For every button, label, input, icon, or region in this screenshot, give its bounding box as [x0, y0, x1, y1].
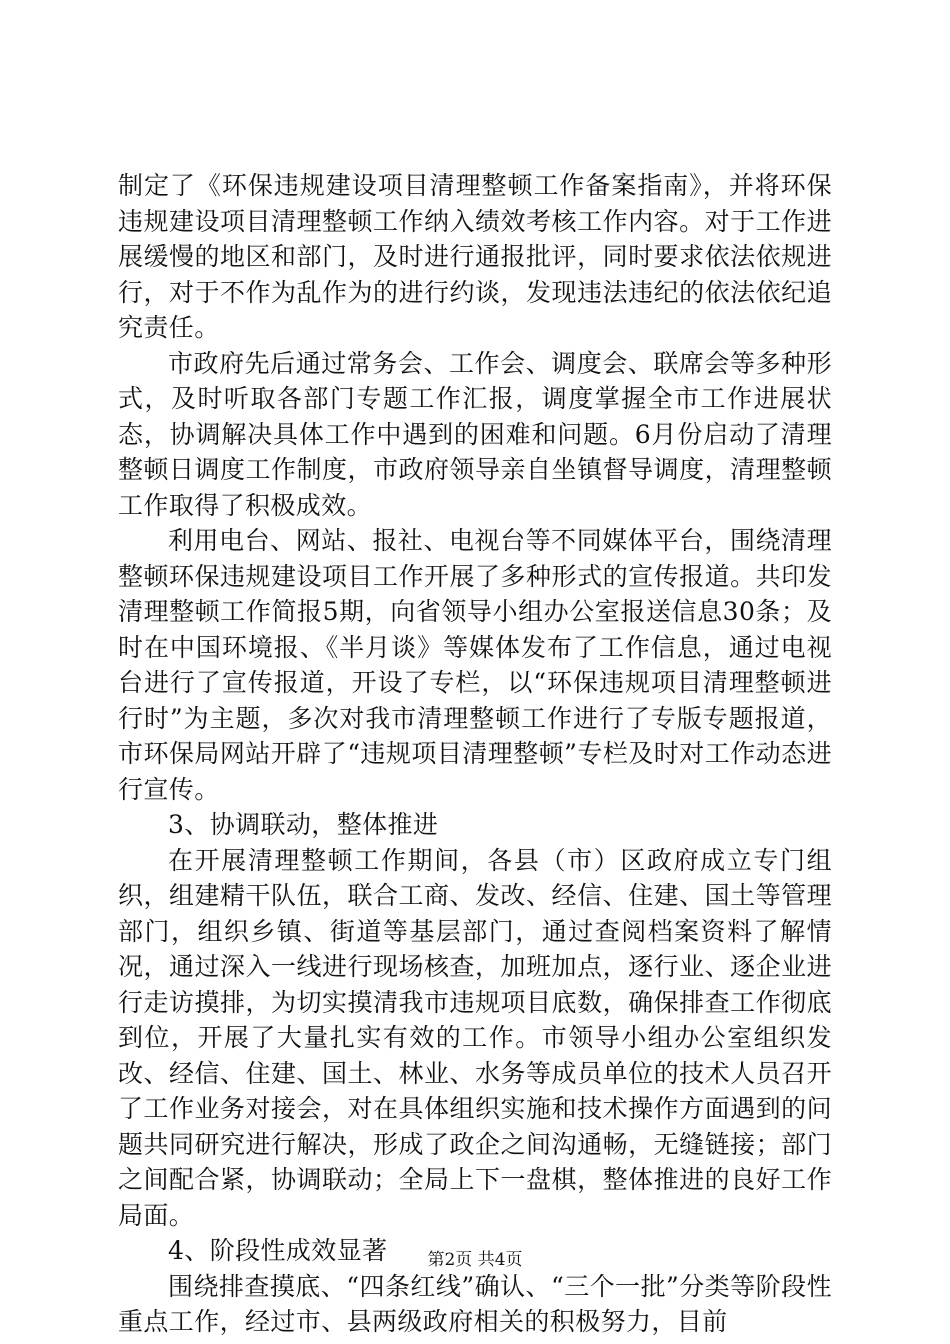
- paragraph-1: 制定了《环保违规建设项目清理整顿工作备案指南》，并将环保违规建设项目清理整顿工作纳入绩效考核工作内容。对于工作进展缓慢的地区和部门，及时进行通报批评，同时要求依法依规进行，对于不作为乱作为的进行约谈，发现违法违纪的依法依纪追究责任。: [118, 171, 832, 342]
- paragraph-3: 利用电台、网站、报社、电视台等不同媒体平台，围绕清理整顿环保违规建设项目工作开展了多种形式的宣传报道。共印发清理整顿工作简报5期，向省领导小组办公室报送信息30条；及时在中国环境报、《半月谈》等媒体发布了工作信息，通过电视台进行了宣传报道，开设了专栏，以“环保违规项目清理整顿进行时”为主题，多次对我市清理整顿工作进行了专版专题报道，市环保局网站开辟了“违规项目清理整顿”专栏及时对工作动态进行宣传。: [118, 526, 832, 804]
- paragraph-4: 在开展清理整顿工作期间，各县（市）区政府成立专门组织，组建精干队伍，联合工商、发改、经信、住建、国土等管理部门，组织乡镇、街道等基层部门，通过查阅档案资料了解情况，通过深入一线进行现场核查，加班加点，逐行业、逐企业进行走访摸排，为切实摸清我市违规项目底数，确保排查工作彻底到位，开展了大量扎实有效的工作。市领导小组办公室组织发改、经信、住建、国土、林业、水务等成员单位的技术人员召开了工作业务对接会，对在具体组织实施和技术操作方面遇到的问题共同研究进行解决，形成了政企之间沟通畅，无缝链接；部门之间配合紧，协调联动；全局上下一盘棋，整体推进的良好工作局面。: [118, 845, 832, 1230]
- section-heading-3: 3、协调联动，整体推进: [168, 810, 439, 839]
- page-footer: 第2页 共4页: [427, 1250, 523, 1270]
- paragraph-5: 围绕排查摸底、“四条红线”确认、“三个一批”分类等阶段性重点工作，经过市、县两级政府相关的积极努力，目前: [118, 1271, 832, 1336]
- section-heading-4: 4、阶段性成效显著: [168, 1236, 388, 1265]
- paragraph-2: 市政府先后通过常务会、工作会、调度会、联席会等多种形式，及时听取各部门专题工作汇报，调度掌握全市工作进展状态，协调解决具体工作中遇到的困难和问题。6月份启动了清理整顿日调度工作制度，市政府领导亲自坐镇督导调度，清理整顿工作取得了积极成效。: [118, 348, 832, 520]
- document-body: [118, 168, 832, 1340]
